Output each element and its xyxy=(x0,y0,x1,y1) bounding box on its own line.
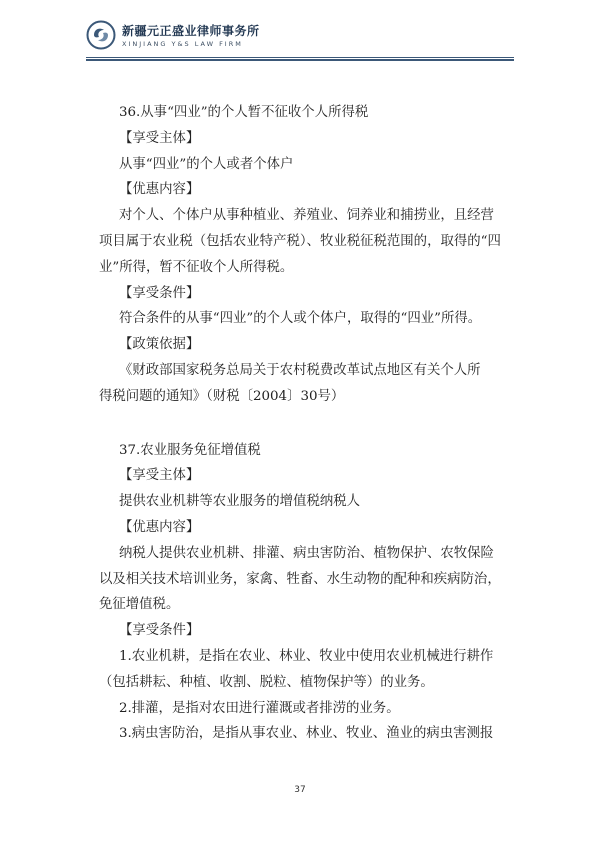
paragraph-line: 2.排灌，是指对农田进行灌溉或者排涝的业务。 xyxy=(119,700,400,716)
paragraph-line: 提供农业机耕等农业服务的增值税纳税人 xyxy=(119,494,361,510)
paragraph-continuation: 免征增值税。 xyxy=(99,597,180,613)
section-tag: 【享受条件】 xyxy=(119,285,200,301)
paragraph-line: 符合条件的从事“四业”的个人或个体户，取得的“四业”所得。 xyxy=(119,311,482,327)
section-tag: 【优惠内容】 xyxy=(119,519,200,535)
letterhead xyxy=(86,18,514,58)
paragraph-line: 1.农业机耕，是指在农业、林业、牧业中使用农业机械进行耕作 xyxy=(119,648,494,664)
section-tag: 【政策依据】 xyxy=(119,337,200,353)
paragraph-continuation: （包括耕耘、种植、收割、脱粒、植物保护等）的业务。 xyxy=(99,674,434,690)
section-spacer xyxy=(99,410,517,438)
paragraph-line: 3.病虫害防治，是指从事农业、林业、牧业、渔业的病虫害测报 xyxy=(119,726,494,742)
paragraph-continuation: 业”所得，暂不征收个人所得税。 xyxy=(99,259,294,275)
paragraph-line: 纳税人提供农业机耕、排灌、病虫害防治、植物保护、农牧保险 xyxy=(119,545,494,561)
firm-name-english: XINJIANG Y&S LAW FIRM xyxy=(122,40,243,48)
section-title: 36.从事“四业”的个人暂不征收个人所得税 xyxy=(119,105,369,120)
section-tag: 【享受主体】 xyxy=(119,468,200,484)
section-title: 37.农业服务免征增值税 xyxy=(119,442,261,458)
paragraph-line: 从事“四业”的个人或者个体户 xyxy=(119,156,294,172)
document-body xyxy=(99,100,517,747)
paragraph-continuation: 项目属于农业税（包括农业特产税）、牧业税征税范围的，取得的“四 xyxy=(99,233,501,249)
paragraph-continuation: 以及相关技术培训业务，家禽、牲畜、水生动物的配种和疾病防治， xyxy=(99,571,501,587)
section-tag: 【享受主体】 xyxy=(119,130,200,146)
section-tag: 【享受条件】 xyxy=(119,623,200,639)
paragraph-line: 对个人、个体户从事种植业、养殖业、饲养业和捕捞业，且经营 xyxy=(119,208,494,224)
paragraph-line: 《财政部国家税务总局关于农村税费改革试点地区有关个人所 xyxy=(119,362,481,378)
firm-name-chinese: 新疆元正盛业律师事务所 xyxy=(122,24,260,38)
page-number: 37 xyxy=(294,785,306,795)
firm-logo-icon xyxy=(86,20,116,50)
section-tag: 【优惠内容】 xyxy=(119,182,200,198)
header-divider-thick xyxy=(86,59,514,61)
header-divider xyxy=(86,57,514,58)
paragraph-continuation: 得税问题的通知》（财税〔2004〕30号） xyxy=(99,388,345,404)
